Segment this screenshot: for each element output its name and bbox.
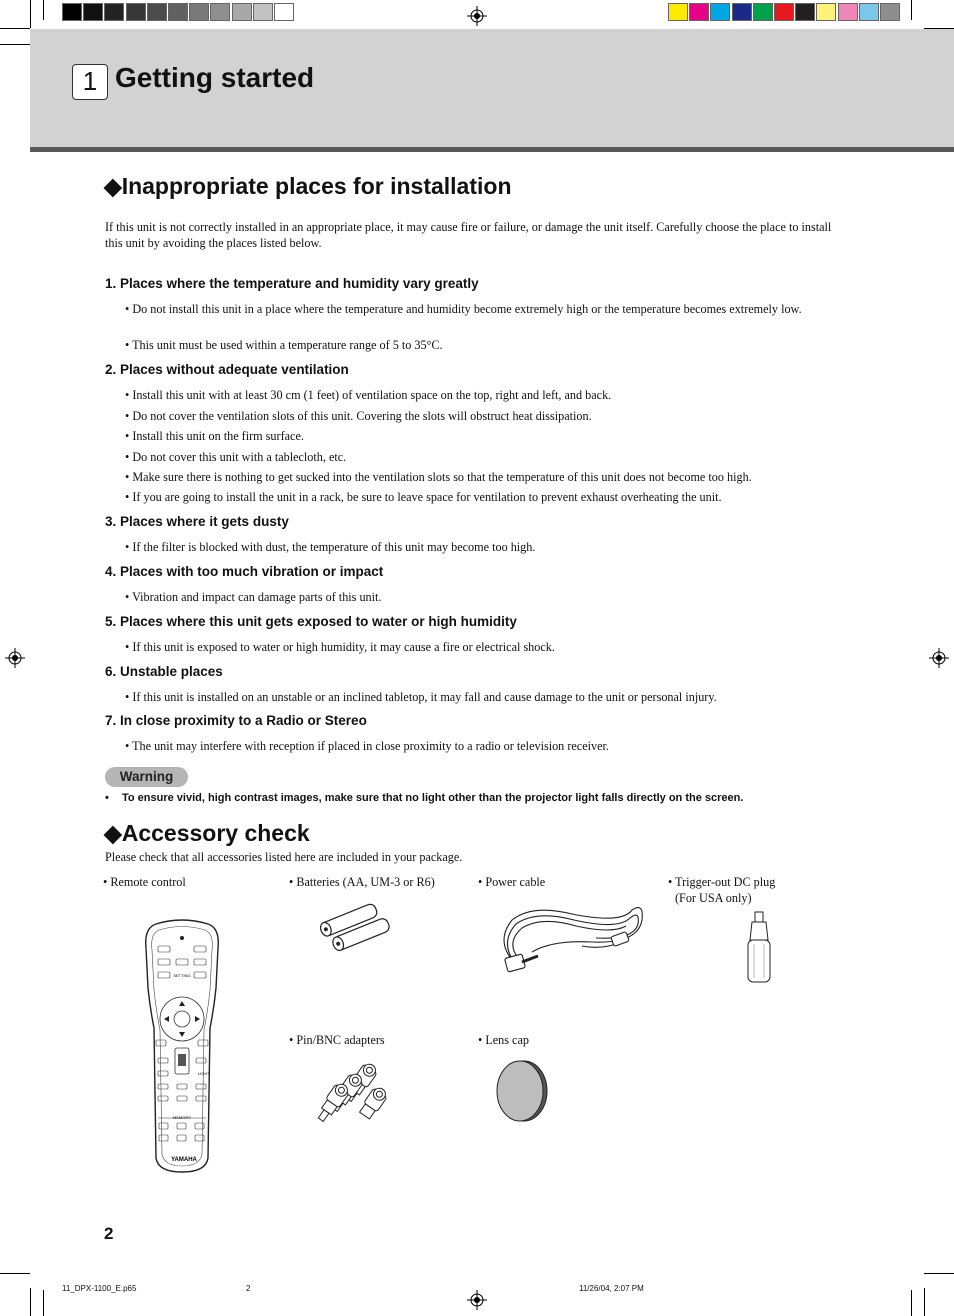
remote-memory-label: MEMORY: [173, 1115, 191, 1120]
chapter-header-rule: [30, 147, 954, 152]
installation-bullet: • If this unit is installed on an unstable or an inclined tabletop, it may fall and cause damage to the unit or personal injury.: [125, 690, 717, 704]
section-title-accessory: [104, 820, 310, 847]
installation-bullet: • Make sure there is nothing to get sucked into the ventilation slots so that the temperature of this unit does not become too high.: [125, 470, 752, 484]
calibration-swatch: [689, 3, 709, 21]
installation-bullet: • Do not cover the ventilation slots of this unit. Covering the slots will obstruct heat dissipation.: [125, 409, 592, 423]
accessory-lens-cap-label: • Lens cap: [478, 1033, 529, 1047]
crop-mark: [0, 28, 30, 29]
calibration-swatch: [168, 3, 188, 21]
diamond-icon: ◆: [104, 173, 122, 199]
crop-mark: [911, 1290, 912, 1316]
installation-bullet: • Install this unit on the firm surface.: [125, 429, 304, 443]
installation-bullet: • Install this unit with at least 30 cm (1 feet) of ventilation space on the top, right and left, and back.: [125, 388, 612, 402]
installation-bullet: • If you are going to install the unit in a rack, be sure to leave space for ventilation to prevent exhaust overheating the unit.: [125, 490, 722, 504]
installation-item-heading: 6. Unstable places: [105, 664, 223, 679]
warning-badge: Warning: [105, 767, 188, 787]
installation-item-heading: 1. Places where the temperature and humidity vary greatly: [105, 276, 479, 291]
installation-bullet: • The unit may interfere with reception if placed in close proximity to a radio or television receiver.: [125, 739, 609, 753]
power-cable-image: [492, 900, 648, 984]
color-calibration-bar: [668, 3, 901, 21]
chapter-number: 1: [72, 64, 108, 100]
calibration-swatch: [710, 3, 730, 21]
calibration-swatch: [732, 3, 752, 21]
calibration-swatch: [253, 3, 273, 21]
chapter-title: Getting started: [115, 62, 315, 93]
calibration-swatch: [795, 3, 815, 21]
calibration-swatch: [147, 3, 167, 21]
accessory-power-cable-label: • Power cable: [478, 875, 546, 889]
accessory-trigger-plug-note: (For USA only): [675, 891, 752, 905]
section-title-installation: [104, 173, 512, 200]
calibration-swatch: [668, 3, 688, 21]
crop-mark: [30, 1288, 31, 1316]
calibration-swatch: [83, 3, 103, 21]
installation-item-heading: 4. Places with too much vibration or impact: [105, 564, 384, 579]
crop-mark: [0, 1273, 30, 1274]
warning-sentence: To ensure vivid, high contrast images, make sure that no light other than the projector light falls directly on the screen.: [122, 792, 744, 804]
remote-light-label: LIGHT: [198, 1071, 210, 1076]
crop-mark: [30, 0, 31, 28]
calibration-swatch: [62, 3, 82, 21]
trigger-plug-image: [742, 910, 776, 988]
calibration-swatch: [816, 3, 836, 21]
remote-control-image: [140, 918, 224, 1176]
installation-bullet: • Do not cover this unit with a tablecloth, etc.: [125, 450, 347, 464]
installation-bullet: • Vibration and impact can damage parts of this unit.: [125, 590, 382, 604]
calibration-swatch: [104, 3, 124, 21]
registration-mark-icon: [929, 648, 949, 668]
batteries-image: [315, 898, 401, 954]
crop-mark: [43, 0, 44, 20]
calibration-swatch: [232, 3, 252, 21]
calibration-swatch: [126, 3, 146, 21]
diamond-icon: ◆: [104, 820, 122, 846]
remote-brand-logo: YAMAHA: [171, 1157, 197, 1163]
section-title-text: Inappropriate places for installation: [121, 173, 512, 199]
registration-mark-icon: [467, 1290, 487, 1310]
accessory-adapters-label: • Pin/BNC adapters: [289, 1033, 385, 1047]
calibration-swatch: [753, 3, 773, 21]
calibration-swatch: [774, 3, 794, 21]
calibration-swatch: [880, 3, 900, 21]
warning-text: [105, 792, 743, 804]
pin-bnc-adapters-image: [312, 1058, 408, 1140]
crop-mark: [0, 44, 30, 45]
crop-mark: [911, 0, 912, 20]
footer-date: 11/26/04, 2:07 PM: [579, 1284, 644, 1293]
calibration-swatch: [859, 3, 879, 21]
registration-mark-icon: [5, 648, 25, 668]
crop-mark: [43, 1290, 44, 1316]
calibration-swatch: [189, 3, 209, 21]
section-title-text: Accessory check: [121, 820, 310, 846]
lens-cap-image: [493, 1058, 551, 1124]
crop-mark: [924, 1288, 925, 1316]
installation-item-heading: 7. In close proximity to a Radio or Stereo: [105, 713, 367, 728]
installation-bullet: • This unit must be used within a temperature range of 5 to 35°C.: [125, 338, 443, 352]
calibration-swatch: [838, 3, 858, 21]
installation-bullet: • If the filter is blocked with dust, the temperature of this unit may become too high.: [125, 540, 536, 554]
installation-item-heading: 3. Places where it gets dusty: [105, 514, 289, 529]
crop-mark: [924, 1273, 954, 1274]
accessory-trigger-plug-label: • Trigger-out DC plug: [668, 875, 776, 889]
footer-page: 2: [246, 1284, 251, 1293]
calibration-swatch: [210, 3, 230, 21]
installation-item-heading: 5. Places where this unit gets exposed to water or high humidity: [105, 614, 517, 629]
warning-bullet: •: [105, 792, 109, 804]
footer-file: 11_DPX-1100_E.p65: [62, 1284, 137, 1293]
section-intro: If this unit is not correctly installed in an appropriate place, it may cause fire or failure, or damage the unit itself. Carefully choose the place to install this unit by avoiding the places listed below.: [105, 220, 832, 250]
installation-item-heading: 2. Places without adequate ventilation: [105, 362, 349, 377]
calibration-swatch: [274, 3, 294, 21]
installation-bullet: • Do not install this unit in a place where the temperature and humidity become extremely high or the temperature becomes extremely low.: [125, 302, 802, 316]
installation-bullet: • If this unit is exposed to water or high humidity, it may cause a fire or electrical shock.: [125, 640, 555, 654]
registration-mark-icon: [467, 6, 487, 26]
accessory-intro: Please check that all accessories listed here are included in your package.: [105, 850, 463, 864]
grayscale-calibration-bar: [62, 3, 295, 21]
remote-setting-label: SETTING: [173, 973, 191, 978]
page-number: 2: [104, 1224, 114, 1243]
accessory-batteries-label: • Batteries (AA, UM-3 or R6): [289, 875, 435, 889]
accessory-remote-label: • Remote control: [103, 875, 186, 889]
